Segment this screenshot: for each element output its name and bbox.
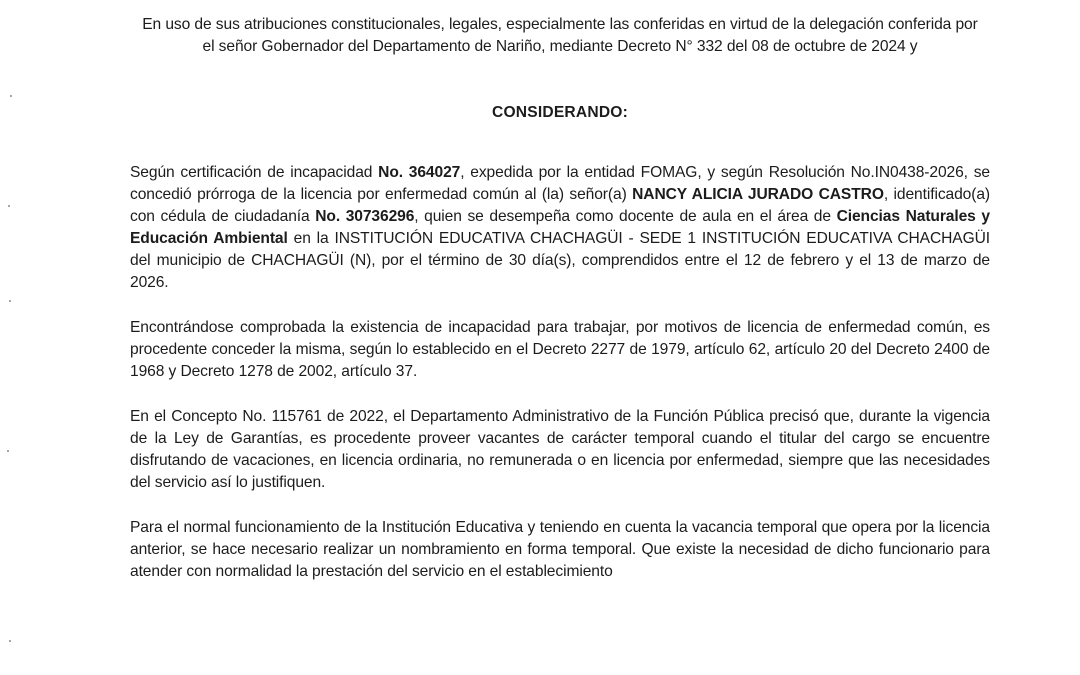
id-number: No. 30736296 bbox=[315, 208, 415, 225]
employee-name: NANCY ALICIA JURADO CASTRO bbox=[632, 186, 884, 203]
paragraph-temporary-appointment: Para el normal funcionamiento de la Institución Educativa y teniendo en cuenta la vacancia temporal que opera por la licencia anterior, se hace necesario realizar un nombramiento en forma temporal. Que existe la necesidad de dicho funcionario para atender con normalidad la prestación del servicio en el establecimiento bbox=[130, 519, 990, 580]
scan-speck bbox=[9, 300, 11, 302]
intro-paragraph: En uso de sus atribuciones constitucionales, legales, especialmente las conferidas en virtud de la delegación conferida por el señor Gobernador del Departamento de Nariño, mediante Decreto N° 332 del 08 de octubre de 2024 y bbox=[142, 16, 978, 55]
paragraph-concept: En el Concepto No. 115761 de 2022, el Departamento Administrativo de la Función Pública precisó que, durante la vigencia de la Ley de Garantías, es procedente proveer vacantes de carácter temporal cuando el titular del cargo se encuentre disfrutando de vacaciones, en licencia ordinaria, no remunerada o en licencia por enfermedad, siempre que las necesidades del servicio así lo justifiquen. bbox=[130, 408, 990, 491]
scan-speck bbox=[8, 205, 10, 207]
scan-speck bbox=[9, 640, 11, 642]
document-body bbox=[130, 14, 990, 583]
scan-speck bbox=[10, 95, 12, 97]
considerando-heading: CONSIDERANDO: bbox=[491, 104, 628, 121]
paragraph-incapacity-certification: Según certificación de incapacidad No. 364027, expedida por la entidad FOMAG, y según Resolución No.IN0438-2026, se concedió prórroga de la licencia por enfermedad común al (la) señor(a) NANCY ALICIA JURADO CASTRO, identificado(a) con cédula de ciudadanía No. 30736296, quien se desempeña como docente de aula en el área de Ciencias Naturales y Educación Ambiental en la INSTITUCIÓN EDUCATIVA CHACHAGÜI - SEDE 1 INSTITUCIÓN EDUCATIVA CHACHAGÜI del municipio de CHACHAGÜI (N), por el término de 30 día(s), comprendidos entre el 12 de febrero y el 13 de marzo de 2026. bbox=[130, 164, 991, 291]
teaching-area: Ciencias Naturales y Educación Ambiental bbox=[130, 208, 990, 247]
scan-speck bbox=[7, 450, 9, 452]
paragraph-legal-basis: Encontrándose comprobada la existencia de incapacidad para trabajar, por motivos de licencia de enfermedad común, es procedente conceder la misma, según lo establecido en el Decreto 2277 de 1979, artículo 62, artículo 20 del Decreto 2400 de 1968 y Decreto 1278 de 2002, artículo 37. bbox=[130, 319, 990, 380]
certificate-number: No. 364027 bbox=[378, 164, 461, 181]
